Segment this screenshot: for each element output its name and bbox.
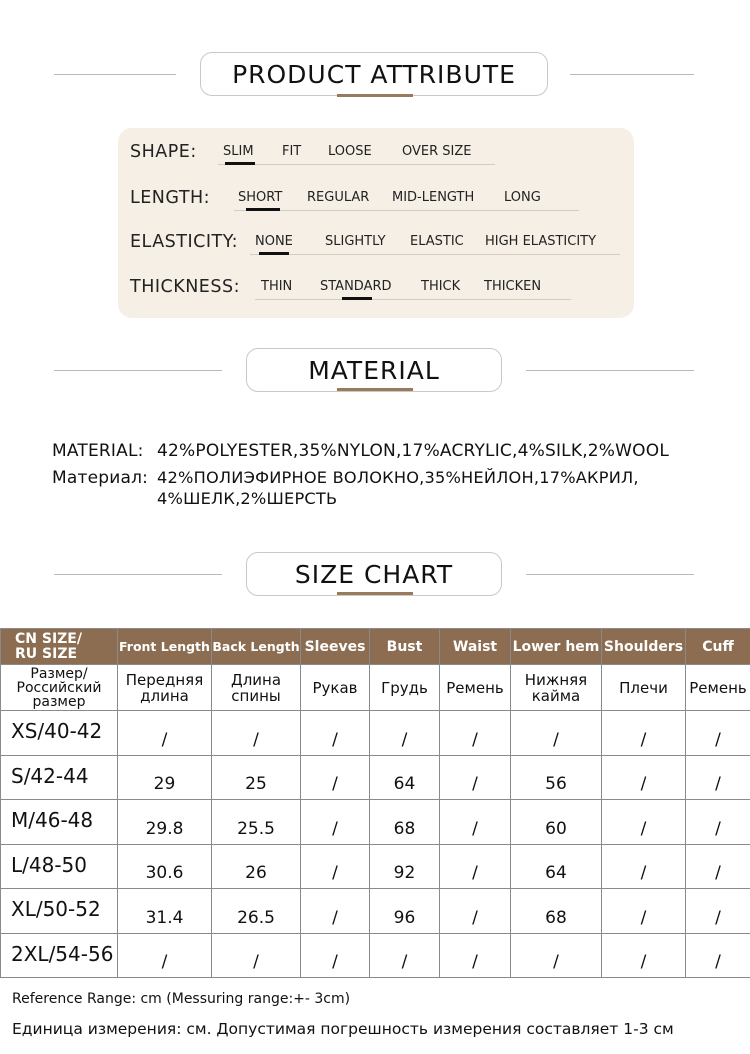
measure-cell: / — [440, 800, 511, 845]
measure-cell: / — [602, 933, 686, 978]
material-value-ru-line2: 4%ШЕЛК,2%ШЕРСТЬ — [157, 489, 338, 508]
section-title-material: MATERIAL — [246, 348, 502, 392]
divider-left — [54, 74, 176, 75]
measure-cell: / — [301, 755, 370, 800]
attr-option-selected: STANDARD — [320, 279, 392, 294]
table-row — [1, 711, 750, 756]
header-ru-text: Передняя длина — [125, 670, 204, 705]
measure-cell: / — [511, 933, 602, 978]
header-cell: Sleeves — [301, 629, 370, 665]
measure-cell: / — [370, 933, 440, 978]
measure-cell: / — [440, 844, 511, 889]
measure-cell: / — [440, 711, 511, 756]
header-cell — [1, 629, 118, 665]
size-chart-table — [0, 628, 750, 978]
measure-cell: / — [301, 889, 370, 934]
material-label-en: MATERIAL: — [52, 441, 144, 461]
measure-cell: / — [686, 933, 750, 978]
measure-cell: 25.5 — [212, 800, 301, 845]
measure-cell: / — [301, 933, 370, 978]
measure-cell: 64 — [370, 755, 440, 800]
section-title-product-attribute: PRODUCT ATTRIBUTE — [200, 52, 548, 96]
title-underline — [337, 592, 413, 595]
measure-cell: / — [212, 711, 301, 756]
measure-cell: 68 — [511, 889, 602, 934]
table-row — [1, 889, 750, 934]
table-row — [1, 933, 750, 978]
measure-cell: 25 — [212, 755, 301, 800]
attr-option: LOOSE — [328, 144, 372, 159]
header-cell: Shoulders — [602, 629, 686, 665]
selected-indicator — [225, 162, 255, 165]
size-cell: 2XL/54-56 — [1, 933, 118, 978]
material-value-en: 42%POLYESTER,35%NYLON,17%ACRYLIC,4%SILK,2%WOOL — [157, 441, 670, 461]
table-header-ru — [1, 665, 750, 711]
size-chart-header — [0, 552, 750, 602]
measure-cell: / — [686, 844, 750, 889]
header-ru-cell: Плечи — [602, 665, 686, 711]
attr-option-selected: SLIM — [223, 144, 254, 159]
size-cell: XL/50-52 — [1, 889, 118, 934]
measure-cell: / — [440, 755, 511, 800]
attr-rule — [255, 299, 571, 300]
selected-indicator — [342, 297, 372, 300]
measure-cell: / — [118, 711, 212, 756]
attr-label: ELASTICITY: — [130, 232, 238, 252]
measure-cell: / — [118, 933, 212, 978]
divider-right — [570, 74, 694, 75]
selected-indicator — [259, 252, 289, 255]
size-cell: L/48-50 — [1, 844, 118, 889]
header-cn-size: CN SIZE/ RU SIZE — [15, 630, 82, 662]
title-underline — [337, 388, 413, 391]
table-row — [1, 844, 750, 889]
measure-cell: 29 — [118, 755, 212, 800]
selected-indicator — [246, 208, 280, 211]
measure-cell: / — [602, 800, 686, 845]
attr-option: THICKEN — [484, 279, 542, 294]
header-cell: Lower hem — [511, 629, 602, 665]
attr-option: HIGH ELASTICITY — [485, 234, 597, 249]
attr-label: LENGTH: — [130, 188, 211, 208]
measure-cell: / — [602, 889, 686, 934]
header-ru-cell — [212, 665, 301, 711]
attr-label: SHAPE: — [130, 142, 197, 162]
attr-option-selected: SHORT — [238, 190, 283, 205]
attr-rule — [218, 164, 495, 165]
divider-left — [54, 370, 222, 371]
attr-option: ELASTIC — [410, 234, 464, 249]
measure-cell: / — [686, 755, 750, 800]
attr-option-selected: NONE — [255, 234, 293, 249]
header-cell: Bust — [370, 629, 440, 665]
attr-option: REGULAR — [307, 190, 370, 205]
table-row — [1, 755, 750, 800]
attr-option: SLIGHTLY — [325, 234, 386, 249]
measure-cell: 26.5 — [212, 889, 301, 934]
header-ru-cell — [118, 665, 212, 711]
measure-cell: / — [602, 755, 686, 800]
material-label-ru: Материал: — [52, 468, 149, 488]
divider-left — [54, 574, 222, 575]
size-rows — [1, 711, 750, 978]
measure-cell: / — [212, 933, 301, 978]
attr-option: THIN — [261, 279, 293, 294]
header-ru-cell: Грудь — [370, 665, 440, 711]
header-cell: Waist — [440, 629, 511, 665]
header-ru-text: Нижняя кайма — [524, 670, 588, 705]
measure-cell: / — [370, 711, 440, 756]
measure-cell: / — [301, 800, 370, 845]
measure-cell: / — [686, 800, 750, 845]
header-cell: Front Length — [118, 629, 212, 665]
table-header-en — [1, 629, 750, 665]
measure-cell: 60 — [511, 800, 602, 845]
size-cell: S/42-44 — [1, 755, 118, 800]
header-ru-size: Размер/ Российский размер — [16, 665, 102, 710]
header-ru-cell — [1, 665, 118, 711]
header-ru-cell: Ремень — [686, 665, 750, 711]
attr-option: LONG — [504, 190, 541, 205]
measure-cell: 26 — [212, 844, 301, 889]
attr-option: MID-LENGTH — [392, 190, 475, 205]
attr-option: FIT — [282, 144, 302, 159]
header-ru-cell: Рукав — [301, 665, 370, 711]
header-ru-cell — [511, 665, 602, 711]
size-cell: XS/40-42 — [1, 711, 118, 756]
measure-cell: 96 — [370, 889, 440, 934]
size-cell: M/46-48 — [1, 800, 118, 845]
measure-cell: / — [686, 889, 750, 934]
measure-cell: / — [440, 933, 511, 978]
measurement-note-ru: Единица измерения: см. Допустимая погрешность измерения составляет 1-3 см — [12, 1020, 674, 1038]
title-underline — [337, 94, 413, 97]
measure-cell: / — [440, 889, 511, 934]
attr-option: OVER SIZE — [402, 144, 472, 159]
attr-label: THICKNESS: — [130, 277, 240, 297]
measure-cell: / — [301, 711, 370, 756]
measure-cell: 64 — [511, 844, 602, 889]
product-attribute-header — [0, 52, 750, 102]
measure-cell: / — [602, 844, 686, 889]
measure-cell: / — [602, 711, 686, 756]
material-value-ru-line1: 42%ПОЛИЭФИРНОЕ ВОЛОКНО,35%НЕЙЛОН,17%АКРИЛ, — [157, 468, 639, 487]
header-cell: Cuff — [686, 629, 750, 665]
section-title-size-chart: SIZE CHART — [246, 552, 502, 596]
attr-rule — [234, 210, 579, 211]
attr-option: THICK — [421, 279, 461, 294]
measure-cell: 29.8 — [118, 800, 212, 845]
divider-right — [526, 370, 694, 371]
table-row — [1, 800, 750, 845]
measure-cell: 68 — [370, 800, 440, 845]
measure-cell: / — [511, 711, 602, 756]
divider-right — [526, 574, 694, 575]
attr-rule — [250, 254, 620, 255]
attribute-panel — [118, 128, 634, 318]
measure-cell: 56 — [511, 755, 602, 800]
material-header — [0, 348, 750, 398]
reference-range-note: Reference Range: cm (Messuring range:+- 3cm) — [12, 991, 351, 1007]
measure-cell: 30.6 — [118, 844, 212, 889]
header-ru-cell: Ремень — [440, 665, 511, 711]
measure-cell: 92 — [370, 844, 440, 889]
header-cell: Back Length — [212, 629, 301, 665]
measure-cell: 31.4 — [118, 889, 212, 934]
measure-cell: / — [686, 711, 750, 756]
measure-cell: / — [301, 844, 370, 889]
header-ru-text: Длина спины — [230, 670, 282, 705]
